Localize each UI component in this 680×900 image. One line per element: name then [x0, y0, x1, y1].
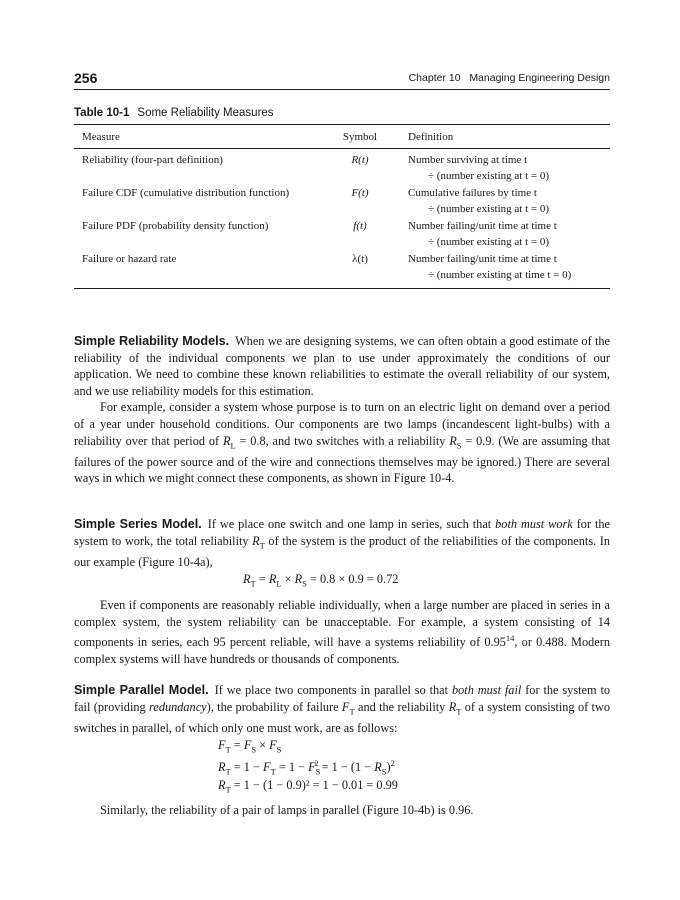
section-heading: Simple Series Model. — [74, 517, 202, 531]
paragraph-text: For example, consider a system whose purpose is to turn on an electric light on demand over a period of a year under household conditions. Our components are two lamps (incandescent light-bulbs) with a reliability over that period of — [74, 400, 610, 448]
table-bottom-rule — [74, 288, 610, 289]
table-cell-symbol: R(t) — [351, 154, 369, 166]
table-cell-definition: Cumulative failures by time t — [408, 187, 537, 199]
table-title: Some Reliability Measures — [137, 107, 274, 119]
section-parallel-model — [74, 682, 610, 736]
paragraph — [74, 333, 610, 399]
paragraph-text: of a system consisting of two switches in parallel, of which only one must work, are as follows: — [74, 699, 610, 735]
equation-parallel-2: $R_T = 1 - F_T = 1 - F_S^2 = 1 - (1 - R_S)^2$ — [218, 758, 395, 777]
paragraph-text: , and two switches with a reliability — [265, 433, 450, 448]
table-cell-measure: Failure CDF (cumulative distribution function) — [82, 187, 290, 199]
section-series-model-cont — [74, 597, 610, 667]
emphasis-text: redundancy — [149, 699, 207, 714]
page-number: 256 — [74, 70, 98, 86]
paragraph-text: for the system to fail (providing — [74, 683, 611, 714]
equation-rhs: = 0.8 × 0.9 = 0.72 — [309, 572, 399, 586]
table-header-rule — [74, 148, 610, 149]
section-heading: Simple Parallel Model. — [74, 683, 209, 697]
paragraph: For example, consider a system whose purpose is to turn on an electric light on demand over a period of a year under household conditions. Our components are two lamps (incandescent light-bulbs) with a reliability over that period of $R_L = 0.8$, and two switches with a reliability $R_S = 0.9$. (We are assuming that failures of the power source and of the wire and connections themselves may be ignored.) There are several ways in which we might connect these components, as shown in Figure 10-4. — [74, 400, 610, 486]
table-cell-symbol: λ(t) — [352, 253, 368, 265]
section-series-model — [74, 516, 610, 570]
chapter-label: Chapter 10 — [408, 72, 461, 84]
table-cell-definition: Number surviving at time t — [408, 154, 528, 166]
header-rule — [74, 89, 610, 90]
table-cell-symbol: F(t) — [351, 187, 369, 199]
table-header-symbol: Symbol — [342, 131, 378, 143]
table-top-rule — [74, 124, 610, 125]
running-title — [409, 72, 610, 84]
exponent: 14 — [505, 633, 515, 644]
paragraph: Similarly, the reliability of a pair of lamps in parallel (Figure 10-4b) is 0.96. — [100, 803, 474, 817]
equation-series: $R_T = R_L \times R_S = 0.8 \times 0.9 = 0.72$ — [243, 572, 399, 589]
section-heading: Simple Reliability Models. — [74, 334, 230, 348]
table-cell-definition-cont: ÷ (number existing at t = 0) — [428, 236, 549, 248]
paragraph-text: of the system is the product of the reliabilities of the components. In our example (Figure 10-4a), — [74, 533, 610, 569]
paragraph-text: Even if components are reasonably reliable individually, when a large number are placed in series in a complex system, the system reliability can be unacceptable. For example, a system consisting of 14 components in series, each 95 percent reliable, will have a systems reliability of 0.95 — [74, 598, 610, 650]
table-cell-measure: Failure or hazard rate — [82, 253, 177, 265]
table-cell-measure: Reliability (four-part definition) — [82, 154, 223, 166]
paragraph-text: , or 0.488. Modern complex systems will have hundreds or thousands of components. — [74, 635, 610, 666]
paragraph-text: . (We are assuming that failures of the power source and of the wire and connections themselves may be ignored.) There are several ways in which we might connect these components, as shown in Figure 10-4. — [74, 433, 610, 486]
paragraph — [74, 597, 610, 667]
equation-parallel-1: $F_T = F_S \times F_S$ — [218, 738, 282, 755]
table-label: Table 10-1 — [74, 107, 130, 119]
equation-rhs: = 1 − (1 − 0.9)² = 1 − 0.01 = 0.99 — [233, 778, 398, 792]
paragraph: Simple Parallel Model. If we place two components in parallel so that both must fail for the system to fail (providing redundancy), the probability of failure $F_T$ and the reliability $R_T$ of a system consisting of two switches in parallel, of which only one must work, are as follows: — [74, 683, 611, 735]
chapter-title: Managing Engineering Design — [469, 72, 610, 84]
equation-parallel-3: $R_T = 1 - (1 - 0.9)^2 = 1 - 0.01 = 0.99$ — [218, 778, 398, 795]
table-cell-symbol: f(t) — [353, 220, 367, 232]
paragraph-text: If we place two components in parallel so that — [214, 683, 452, 697]
table-cell-definition: Number failing/unit time at time t — [408, 220, 557, 232]
table-cell-definition-cont: ÷ (number existing at t = 0) — [428, 170, 549, 182]
table-cell-definition-cont: ÷ (number existing at t = 0) — [428, 203, 549, 215]
paragraph-text: When we are designing systems, we can often obtain a good estimate of the reliability of the individual components we plan to use under approximately the conditions of our application. We need to combine these known reliabilities to estimate the overall reliability of our system, and we use reliability models for this estimation. — [74, 334, 610, 398]
table-header-definition: Definition — [408, 131, 454, 143]
emphasis-text: both must fail — [451, 683, 522, 697]
table-header-measure: Measure — [82, 131, 120, 143]
emphasis-text: both must work — [495, 517, 573, 531]
paragraph-text: If we place one switch and one lamp in series, such that — [207, 517, 496, 531]
table-caption — [74, 107, 274, 119]
table-cell-definition-cont: ÷ (number existing at time t = 0) — [428, 269, 572, 281]
rs-value: 0.9 — [476, 433, 492, 448]
section-reliability-models — [74, 333, 610, 487]
section-parallel-closing — [74, 802, 610, 819]
paragraph: Simple Series Model. If we place one switch and one lamp in series, such that both must work for the system to work, the total reliability $R_T$ of the system is the product of the reliabilities of the components. In our example (Figure 10-4a), — [74, 517, 611, 569]
paragraph-text: for the system to work, the total reliability — [74, 517, 611, 548]
rl-value: 0.8 — [250, 433, 266, 448]
table-cell-measure: Failure PDF (probability density function) — [82, 220, 269, 232]
table-cell-definition: Number failing/unit time at time t — [408, 253, 557, 265]
running-header — [74, 70, 610, 90]
paragraph-text: ), the probability of failure — [206, 699, 342, 714]
paragraph-text: and the reliability — [354, 699, 449, 714]
